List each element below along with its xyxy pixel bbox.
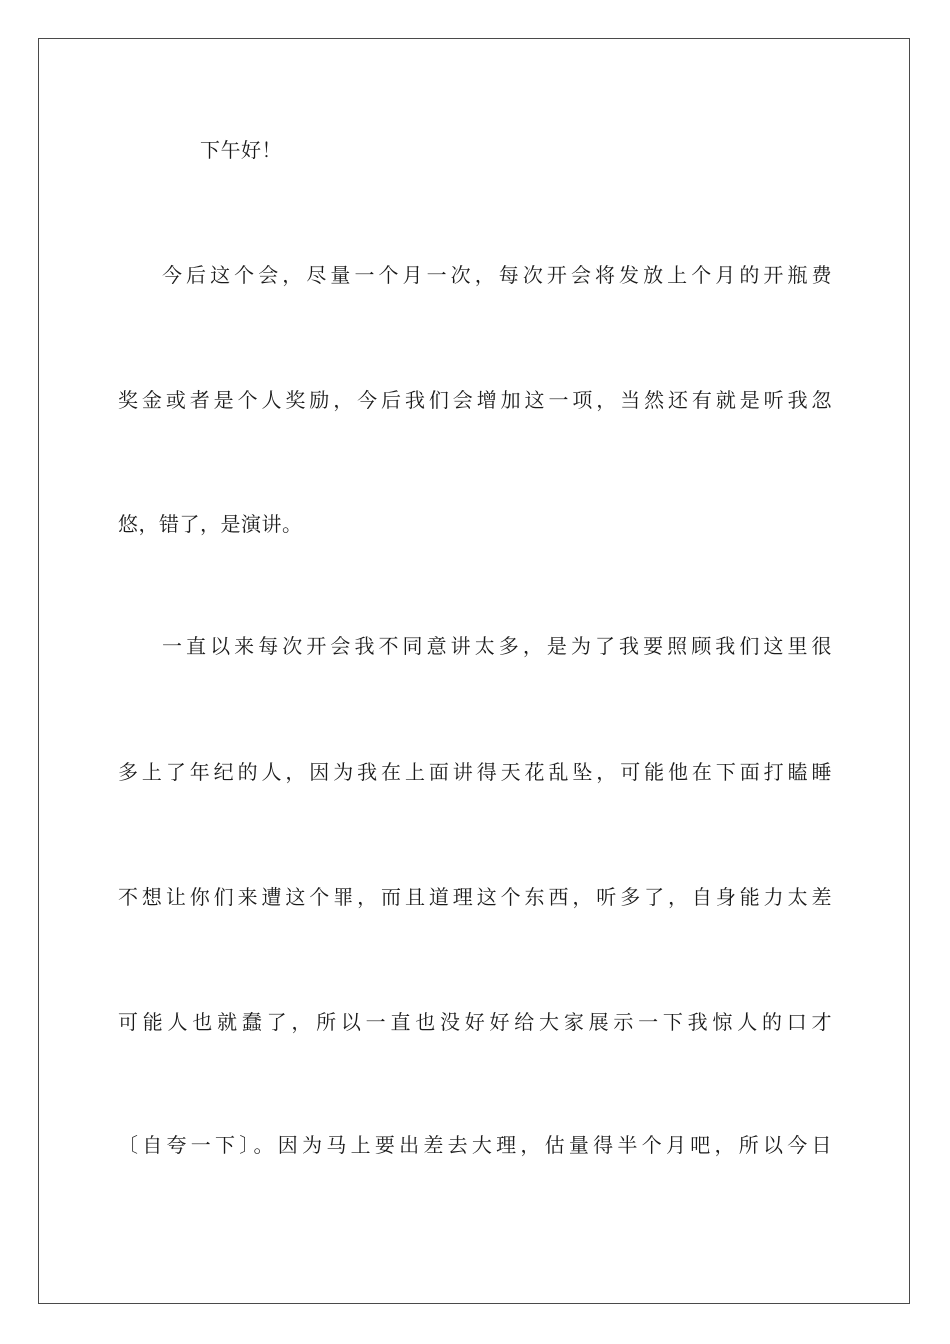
- paragraph-1-line-2: 奖金或者是个人奖励，今后我们会增加这一项，当然还有就是听我忽: [118, 388, 832, 412]
- paragraph-2-line-5: 〔自夸一下〕。因为马上要出差去大理，估量得半个月吧，所以今日: [118, 1133, 832, 1157]
- page-border: [38, 38, 910, 1304]
- paragraph-2-line-1: 一直以来每次开会我不同意讲太多，是为了我要照顾我们这里很: [162, 634, 832, 658]
- paragraph-2-line-2: 多上了年纪的人，因为我在上面讲得天花乱坠，可能他在下面打瞌睡: [118, 760, 832, 784]
- paragraph-1-line-3: 悠，错了，是演讲。: [118, 512, 303, 536]
- greeting-line: 下午好！: [200, 138, 282, 162]
- paragraph-1-line-1: 今后这个会，尽量一个月一次，每次开会将发放上个月的开瓶费: [162, 263, 832, 287]
- paragraph-2-line-3: 不想让你们来遭这个罪，而且道理这个东西，听多了，自身能力太差: [118, 885, 832, 909]
- paragraph-2-line-4: 可能人也就蠢了，所以一直也没好好给大家展示一下我惊人的口才: [118, 1010, 832, 1034]
